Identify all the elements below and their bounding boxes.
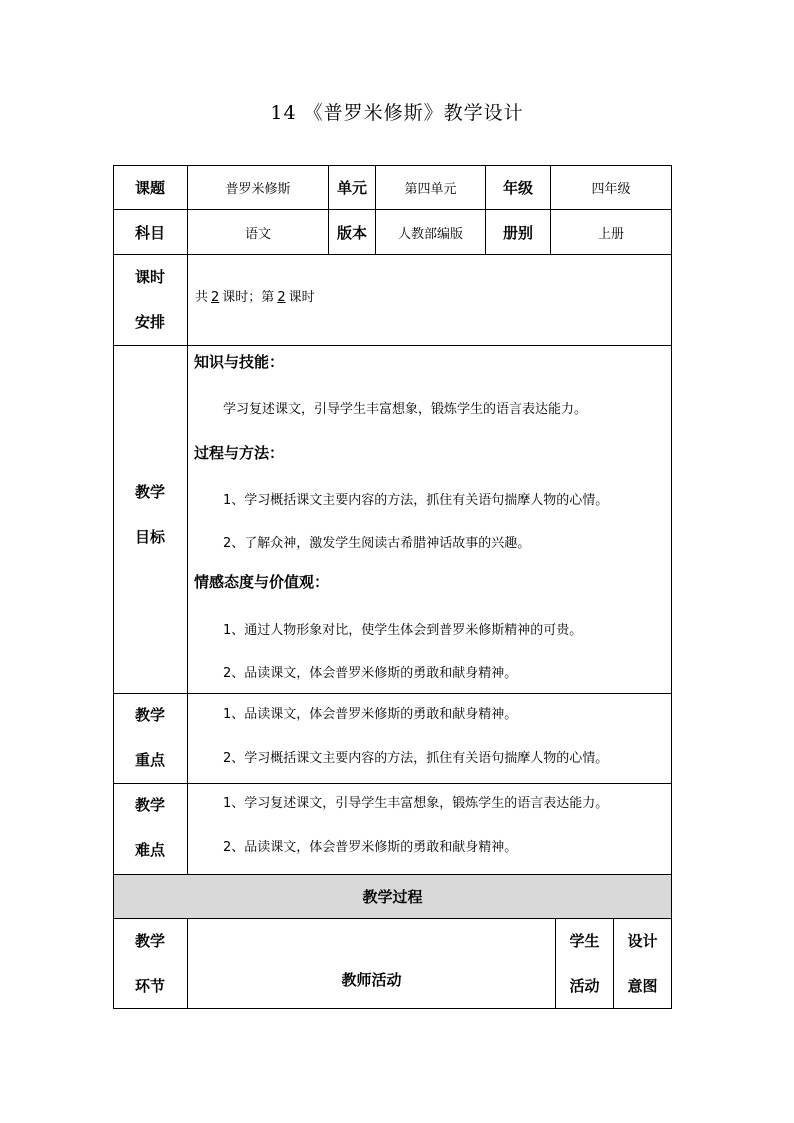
student-column-header bbox=[556, 919, 613, 1009]
unit-label: 单元 bbox=[336, 178, 367, 197]
student-line1: 学生 bbox=[569, 932, 600, 950]
difficulty-item-2: 2、品读课文，体会普罗米修斯的勇敢和献身精神。 bbox=[223, 840, 518, 855]
schedule-label-line2: 安排 bbox=[134, 313, 165, 331]
unit-value: 第四单元 bbox=[404, 181, 457, 197]
design-line1: 设计 bbox=[627, 932, 658, 950]
objectives-label bbox=[113, 470, 187, 560]
grade-label: 年级 bbox=[502, 178, 533, 197]
difficulties-label-line2: 难点 bbox=[134, 841, 165, 859]
objectives-label-line2: 目标 bbox=[134, 528, 165, 546]
edition-label: 版本 bbox=[336, 223, 367, 242]
schedule-total: 2 bbox=[211, 290, 220, 305]
attitude-item-1: 1、通过人物形象对比，使学生体会到普罗米修斯精神的可贵。 bbox=[223, 623, 583, 638]
subject-value: 语文 bbox=[244, 226, 271, 242]
stage-column-header bbox=[113, 919, 187, 1009]
difficulty-item-1: 1、学习复述课文，引导学生丰富想象，锻炼学生的语言表达能力。 bbox=[223, 796, 609, 811]
attitude-heading: 情感态度与价值观： bbox=[194, 573, 330, 591]
edition-value: 人教部编版 bbox=[397, 226, 463, 242]
attitude-item-2: 2、品读课文，体会普罗米修斯的勇敢和献身精神。 bbox=[223, 666, 518, 681]
teacher-column-header: 教师活动 bbox=[341, 971, 402, 989]
stage-line1: 教学 bbox=[134, 932, 165, 950]
process-header: 教学过程 bbox=[362, 888, 423, 906]
objectives-label-line1: 教学 bbox=[134, 483, 165, 501]
grade-value: 四年级 bbox=[591, 181, 631, 197]
schedule-text bbox=[195, 286, 315, 305]
schedule-suffix: 课时 bbox=[288, 290, 315, 305]
key-points-label-line2: 重点 bbox=[134, 751, 165, 769]
key-points-label bbox=[113, 693, 187, 783]
schedule-mid: 课时；第 bbox=[222, 290, 275, 305]
process-method-heading: 过程与方法： bbox=[194, 444, 285, 462]
schedule-label-line1: 课时 bbox=[134, 268, 165, 286]
knowledge-item-1: 学习复述课文，引导学生丰富想象，锻炼学生的语言表达能力。 bbox=[223, 402, 588, 417]
volume-value: 上册 bbox=[597, 226, 624, 242]
process-method-item-2: 2、了解众神，激发学生阅读古希腊神话故事的兴趣。 bbox=[223, 536, 531, 551]
design-line2: 意图 bbox=[627, 977, 658, 995]
topic-label: 课题 bbox=[134, 178, 165, 197]
student-line2: 活动 bbox=[569, 977, 600, 995]
knowledge-heading: 知识与技能： bbox=[194, 353, 285, 371]
topic-value: 普罗米修斯 bbox=[225, 181, 291, 197]
schedule-label bbox=[113, 255, 187, 345]
key-point-item-1: 1、品读课文，体会普罗米修斯的勇敢和献身精神。 bbox=[223, 707, 518, 722]
process-method-item-1: 1、学习概括课文主要内容的方法，抓住有关语句揣摩人物的心情。 bbox=[223, 493, 609, 508]
page-title: 14 《普罗米修斯》教学设计 bbox=[270, 102, 524, 124]
stage-line2: 环节 bbox=[134, 977, 165, 995]
difficulties-label bbox=[113, 783, 187, 873]
lesson-plan-table bbox=[113, 165, 672, 1008]
key-point-item-2: 2、学习概括课文主要内容的方法，抓住有关语句揣摩人物的心情。 bbox=[223, 751, 609, 766]
subject-label: 科目 bbox=[134, 223, 165, 242]
key-points-label-line1: 教学 bbox=[134, 706, 165, 724]
schedule-prefix: 共 bbox=[195, 290, 209, 305]
design-column-header bbox=[614, 919, 671, 1009]
volume-label: 册别 bbox=[502, 223, 533, 242]
difficulties-label-line1: 教学 bbox=[134, 796, 165, 814]
schedule-current: 2 bbox=[277, 290, 286, 305]
